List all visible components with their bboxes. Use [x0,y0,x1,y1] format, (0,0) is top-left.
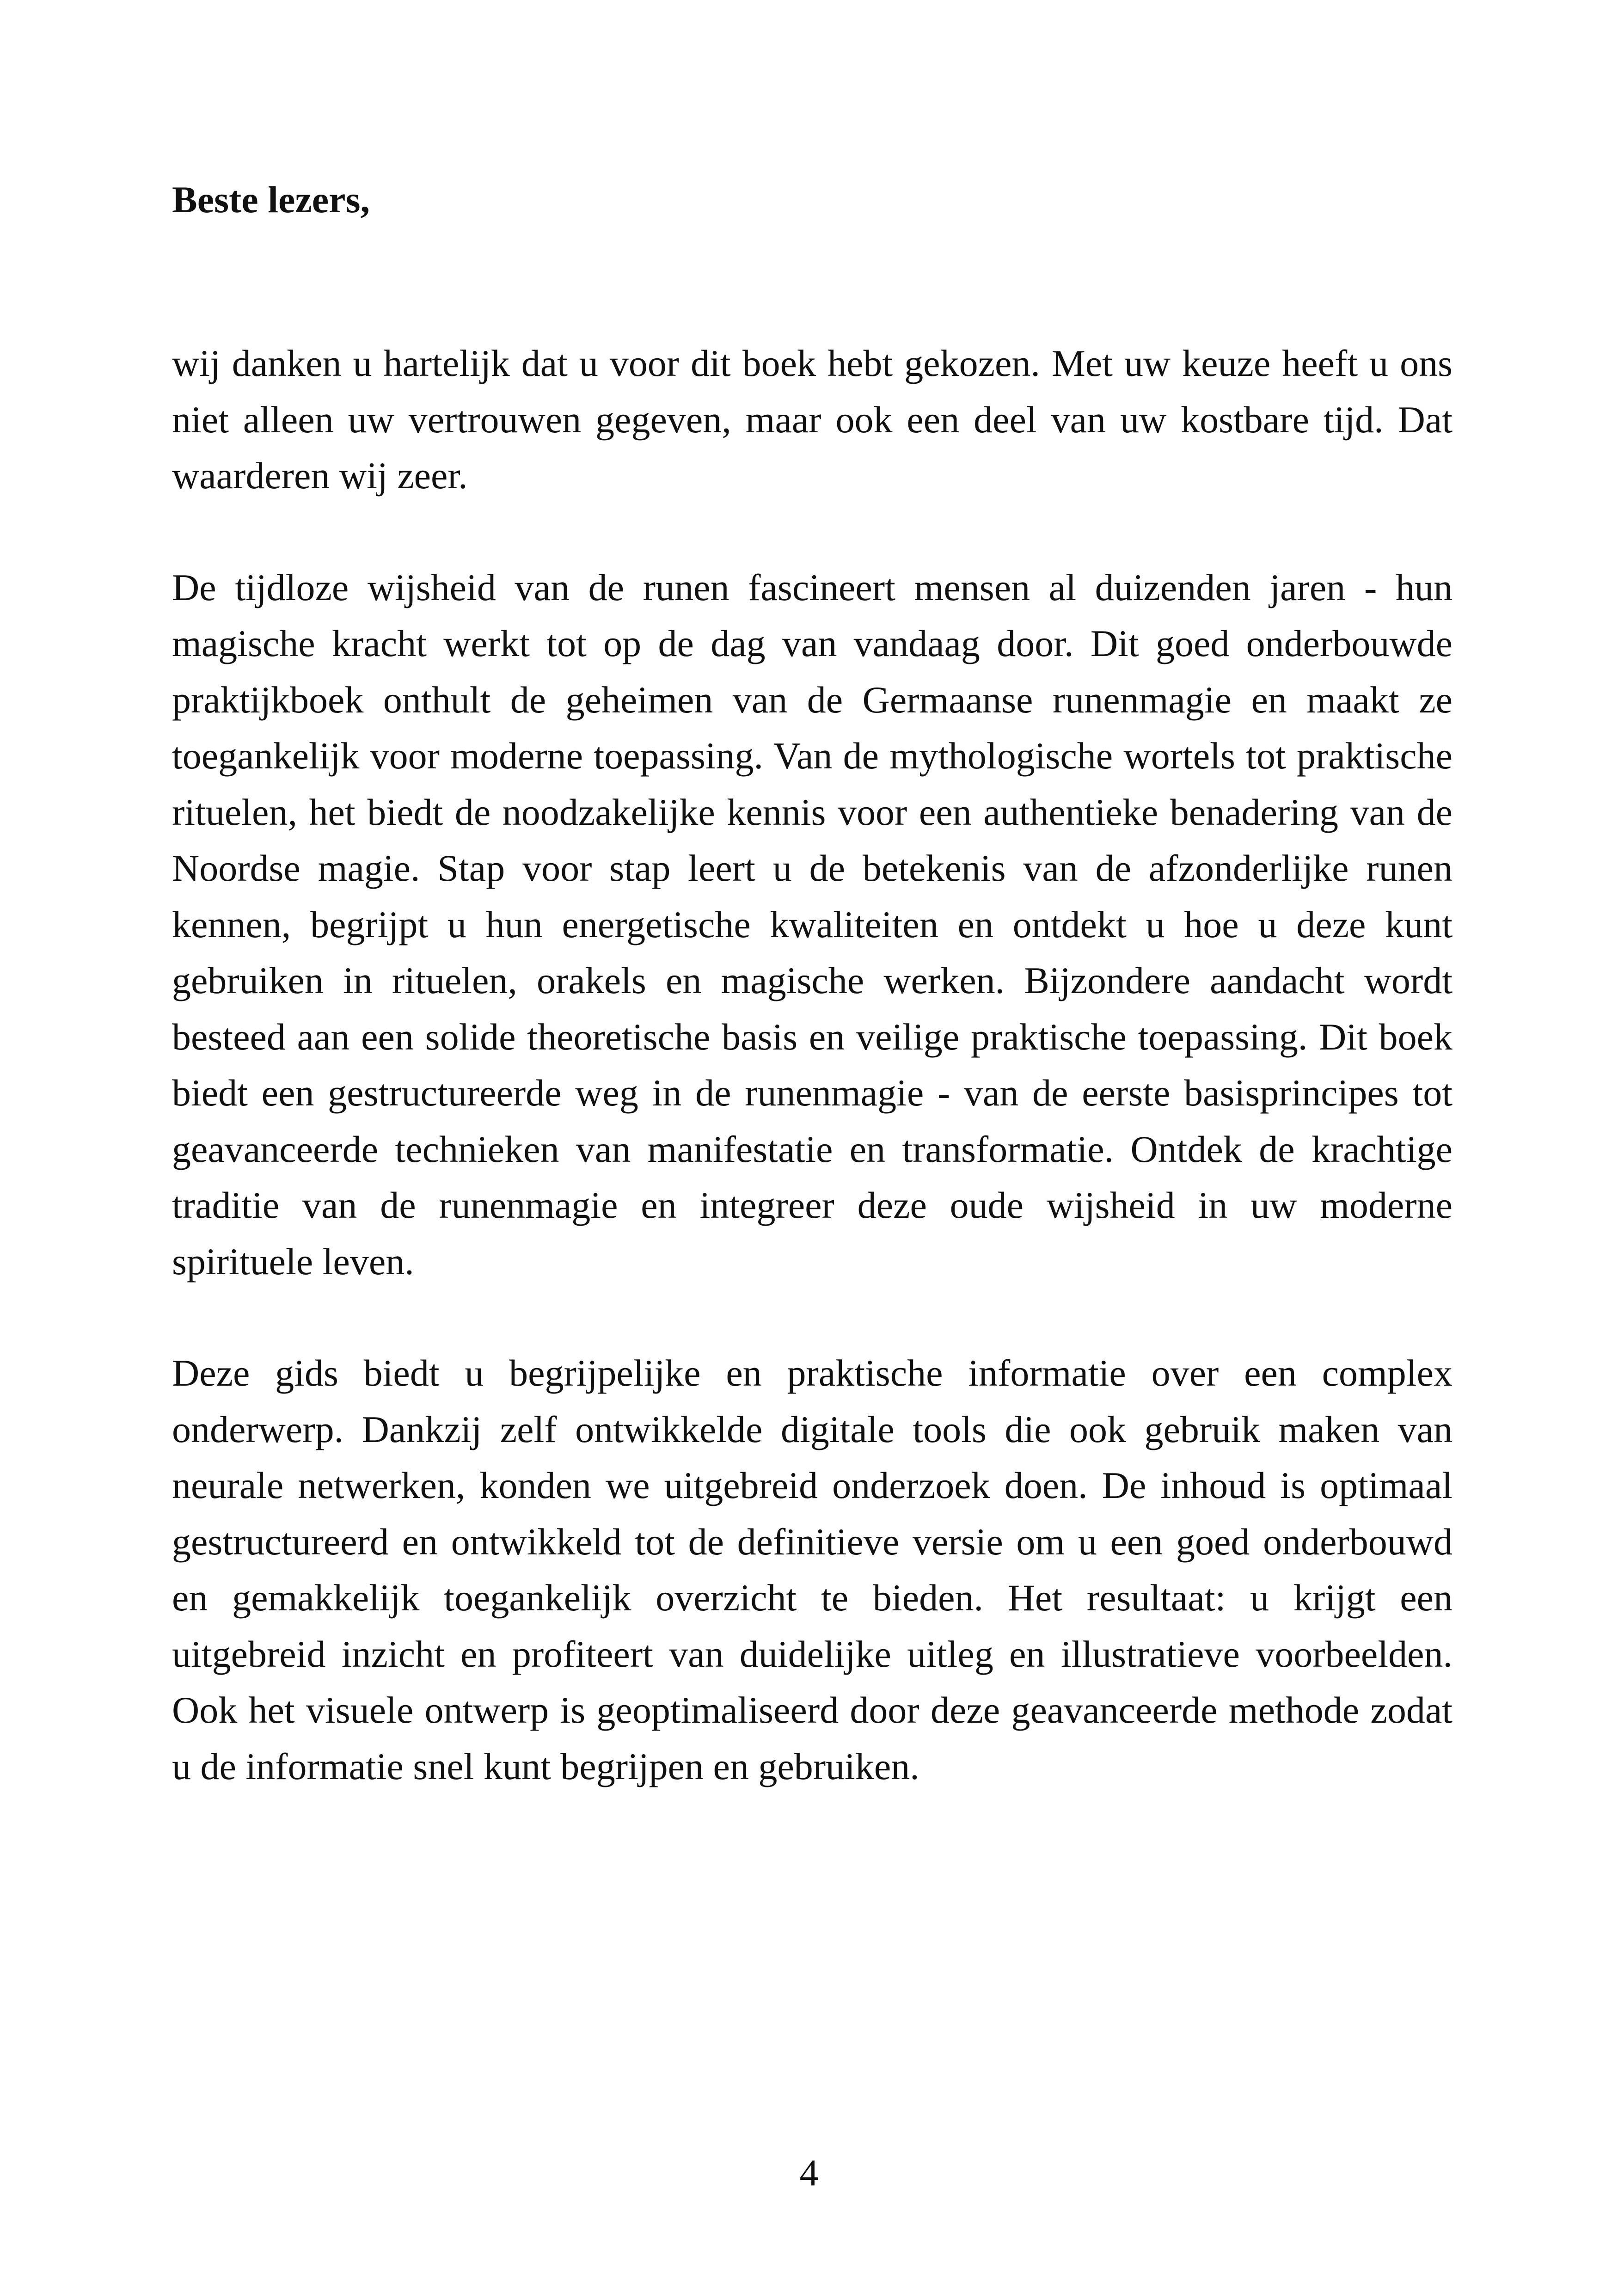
paragraph-thanks: wij danken u hartelijk dat u voor dit boek hebt gekozen. Met uw keuze heeft u ons niet alleen uw vertrouwen gegeven, maar ook een deel van uw kostbare tijd. Dat waarderen wij zeer. [172,342,1453,497]
salutation-heading: Beste lezers, [172,178,370,221]
body-text [172,335,1453,1850]
page-number: 4 [799,2152,819,2194]
paragraph-rune-wisdom: De tijdloze wijsheid van de runen fascineert mensen al duizenden jaren - hun magische kracht werkt tot op de dag van vandaag door. Dit goed onderbouwde praktijkboek onthult de geheimen van de Germaanse runenmagie en maakt ze toegankelijk voor moderne toepassing. Van de mythologische wortels tot praktische rituelen, het biedt de noodzakelijke kennis voor een authentieke benadering van de Noordse magie. Stap voor stap leert u de betekenis van de afzonderlijke runen kennen, begrijpt u hun energetische kwaliteiten en ontdekt u hoe u deze kunt gebruiken in rituelen, orakels en magische werken. Bijzondere aandacht wordt besteed aan een solide theoretische basis en veilige praktische toepassing. Dit boek biedt een gestructureerde weg in de runenmagie - van de eerste basisprincipes tot geavanceerde technieken van manifestatie en transformatie. Ontdek de krachtige traditie van de runenmagie en integreer deze oude wijsheid in uw moderne spirituele leven. [172,566,1453,1283]
paragraph-guide-info: Deze gids biedt u begrijpelijke en praktische informatie over een complex onderwerp. Dankzij zelf ontwikkelde digitale tools die ook gebruik maken van neurale netwerken, konden we uitgebreid onderzoek doen. De inhoud is optimaal gestructureerd en ontwikkeld tot de definitieve versie om u een goed onderbouwd en gemakkelijk toegankelijk overzicht te bieden. Het resultaat: u krijgt een uitgebreid inzicht en profiteert van duidelijke uitleg en illustratieve voorbeelden. Ook het visuele ontwerp is geoptimaliseerd door deze geavanceerde methode zodat u de informatie snel kunt begrijpen en gebruiken. [172,1352,1453,1787]
